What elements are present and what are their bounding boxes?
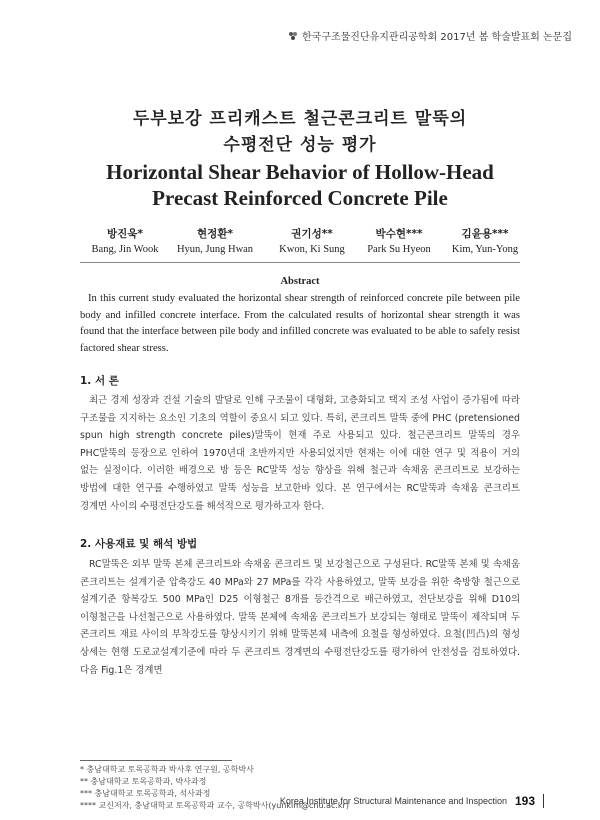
english-title-line2: Precast Reinforced Concrete Pile xyxy=(152,186,448,210)
page-number: 193 xyxy=(514,794,535,808)
leaf-icon xyxy=(288,31,298,41)
section-heading-introduction: 1. 서 론 xyxy=(80,375,119,387)
footnote-divider xyxy=(80,760,232,761)
divider xyxy=(80,262,520,263)
abstract-text: In this current study evaluated the horizontal shear strength of reinforced concrete pile between pile body and infilled concrete interface. From the calculated results of horizontal shear strength it was found that the interface between pile body and infilled concrete was evaluated to be able to safely resist factored shear stress. xyxy=(80,293,520,354)
english-title-line1: Horizontal Shear Behavior of Hollow-Head xyxy=(106,160,494,184)
introduction-paragraph: 최근 경제 성장과 건설 기술의 발달로 인해 구조물이 대형화, 고층화되고 택지 조성 사업이 증가됨에 따라 구조물을 지지하는 요소인 기초의 역할이 중요시 되고 있다. 특히, 콘크리트 말뚝 중에 PHC (pretensioned spun high strength concrete piles)말뚝이 현재 주로 사용되고 있다. 철근콘크리트 말뚝의 경우 PHC말뚝의 등장으로 인하여 1970년대 초반까지만 사용되었지만 현재는 이에 대한 연구 및 적용이 거의 없는 실정이다. 이러한 배경으로 방 등은 RC말뚝 성능 향상을 위해 철근과 속채움 콘크리트로 보강하는 방법에 대한 연구를 수행하였고 말뚝 성능을 보고한바 있다. 본 연구에서는 RC말뚝과 속채움 콘크리트 경계면 사이의 수평전단강도를 해석적으로 평가하고자 한다. xyxy=(80,395,520,512)
korean-title-line2: 수평전단 성능 평가 xyxy=(223,135,377,155)
author-5 xyxy=(430,226,540,255)
abstract-heading: Abstract xyxy=(280,276,320,287)
institute-name: Korea Institute for Structural Maintenance and Inspection xyxy=(279,796,507,806)
author-2 xyxy=(160,226,270,255)
author-english-name: Kim, Yun-Yong xyxy=(451,244,519,255)
page-footer xyxy=(280,794,544,808)
author-korean-name: 박수현*** xyxy=(375,228,423,240)
running-header xyxy=(288,28,572,43)
footnote-3: *** 충남대학교 토목공학과, 석사과정 xyxy=(80,789,211,798)
author-english-name: Park Su Hyeon xyxy=(367,244,431,255)
author-english-name: Kwon, Ki Sung xyxy=(279,244,345,255)
proceedings-title: 한국구조물진단유지관리공학회 2017년 봄 학술발표회 논문집 xyxy=(301,32,572,43)
footer-bar xyxy=(543,794,544,808)
author-english-name: Hyun, Jung Hwan xyxy=(176,244,254,255)
author-korean-name: 김윤용*** xyxy=(461,228,509,240)
footnote-2: ** 충남대학교 토목공학과, 박사과정 xyxy=(80,777,207,786)
footnote-1: * 충남대학교 토목공학과 박사후 연구원, 공학박사 xyxy=(80,765,254,774)
author-english-name: Bang, Jin Wook xyxy=(91,244,159,255)
footnote-4: **** 교신저자, 충남대학교 토목공학과 교수, 공학박사(yunkim@cnu.ac.kr) xyxy=(80,801,349,810)
author-korean-name: 방진욱* xyxy=(107,228,143,240)
korean-title-line1: 두부보강 프리캐스트 철근콘크리트 말뚝의 xyxy=(132,109,468,129)
author-korean-name: 현정환* xyxy=(197,228,233,240)
materials-paragraph: RC말뚝은 외부 말뚝 본체 콘크리트와 속채움 콘크리트 및 보강철근으로 구성된다. RC말뚝 본체 및 속채움 콘크리트는 설계기준 압축강도 40 MPa와 27 MPa를 각각 사용하였고, 말뚝 보강을 위한 축방향 철근으로 설계기준 항복강도 500 MPa인 D25 이형철근 8개를 등간격으로 배근하였고, 전단보강을 위해 D10의 이형철근을 나선철근으로 사용하였다. 말뚝 본체에 속채움 콘크리트가 보강되는 형태로 말뚝이 제작되며 두 콘크리트 재료 사이의 부착강도를 향상시키기 위해 말뚝본체 내측에 요철을 형성하였다. 요철(凹凸)의 형성 상세는 현행 도로교설계기준에 따라 두 콘크리트 경계면의 수평전단강도를 평가하여 안전성을 검토하였다. 다음 Fig.1은 경계면 xyxy=(80,559,520,676)
author-korean-name: 권기성** xyxy=(291,228,333,240)
section-heading-materials: 2. 사용재료 및 해석 방법 xyxy=(80,538,198,550)
